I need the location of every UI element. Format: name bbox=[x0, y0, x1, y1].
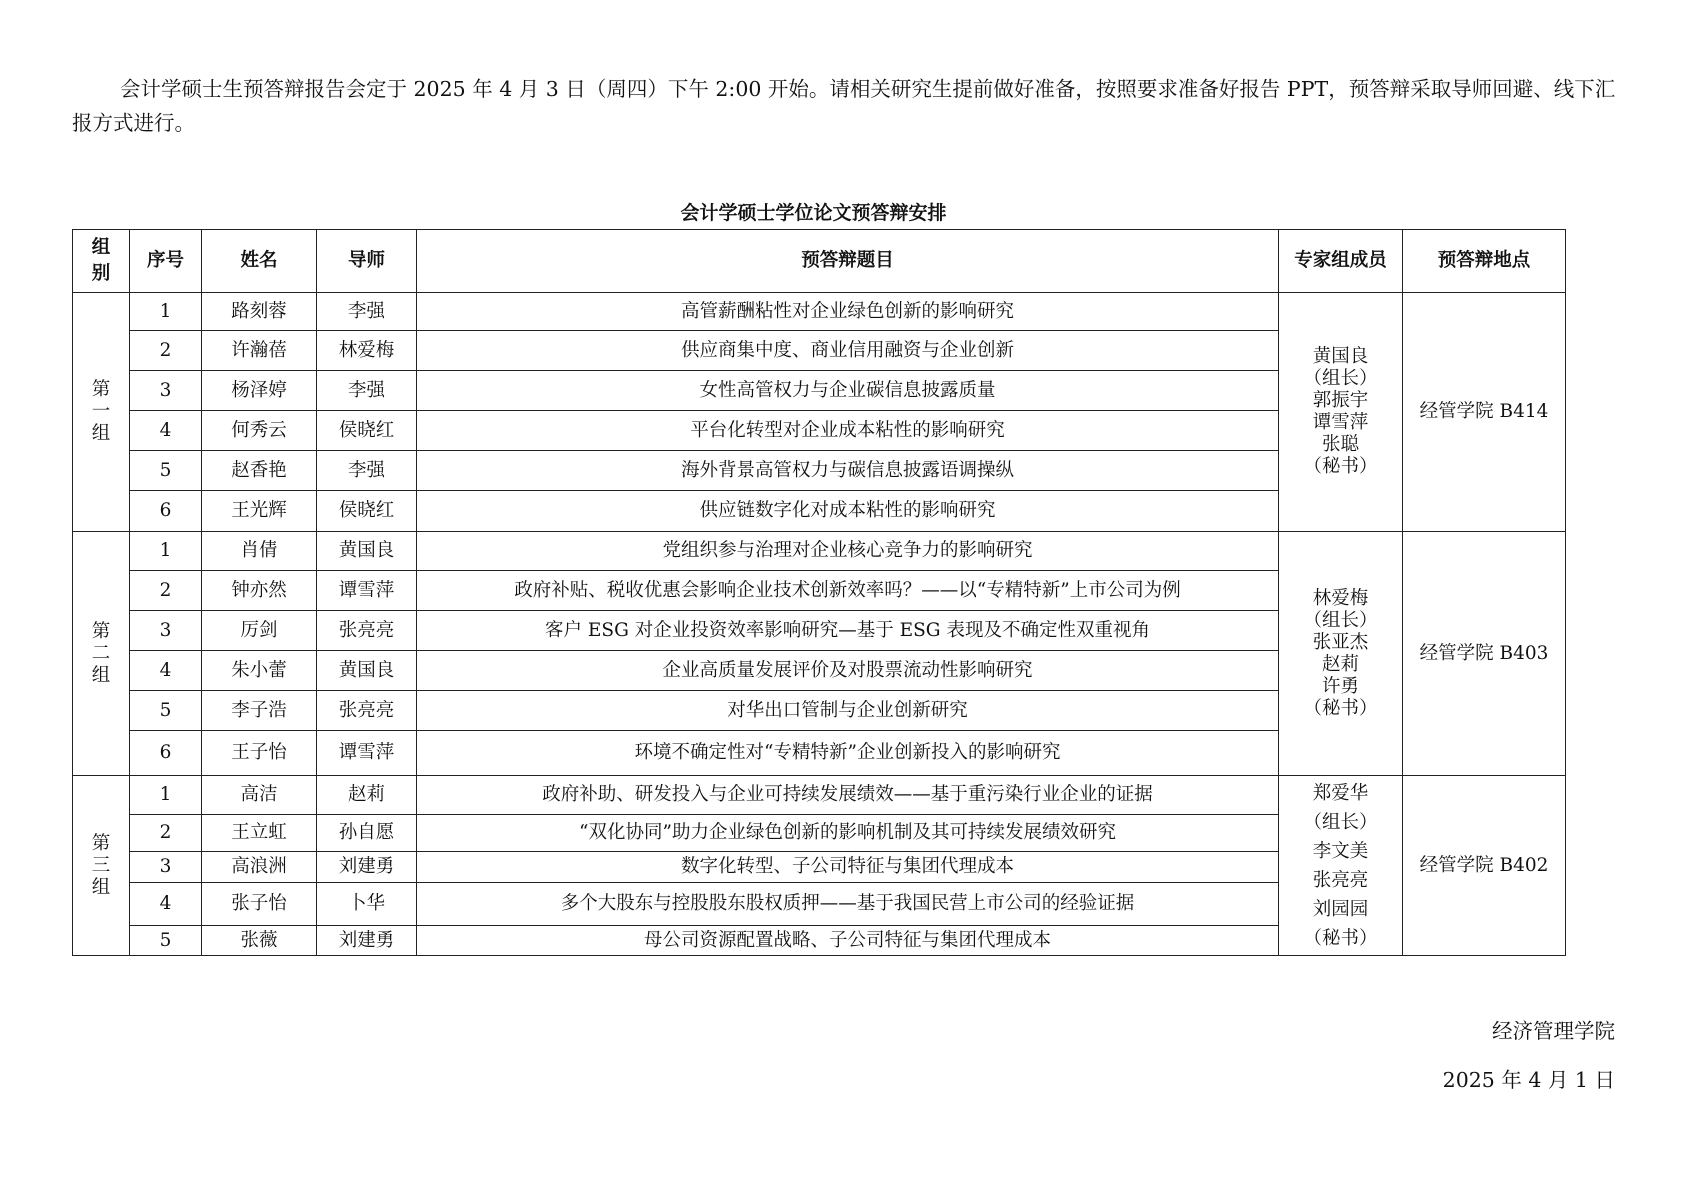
row-number: 1 bbox=[130, 776, 202, 815]
header-group bbox=[73, 230, 130, 293]
student-name: 高洁 bbox=[202, 776, 317, 815]
row-number: 2 bbox=[130, 571, 202, 611]
expert-panel-cell bbox=[1279, 532, 1403, 776]
row-number: 2 bbox=[130, 815, 202, 852]
location-cell: 经管学院 B403 bbox=[1403, 532, 1566, 776]
row-number: 4 bbox=[130, 411, 202, 451]
student-name: 张薇 bbox=[202, 926, 317, 956]
advisor-name: 李强 bbox=[317, 451, 417, 491]
header-location: 预答辩地点 bbox=[1403, 230, 1566, 293]
expert-line: （秘书） bbox=[1303, 456, 1378, 477]
schedule-table bbox=[72, 229, 1566, 956]
student-name: 王立虹 bbox=[202, 815, 317, 852]
row-number: 4 bbox=[130, 883, 202, 926]
row-number: 3 bbox=[130, 611, 202, 651]
thesis-topic: 数字化转型、子公司特征与集团代理成本 bbox=[417, 852, 1279, 883]
location-cell: 经管学院 B414 bbox=[1403, 293, 1566, 532]
expert-line: 张聪 bbox=[1321, 434, 1359, 455]
student-name: 何秀云 bbox=[202, 411, 317, 451]
thesis-topic: 高管薪酬粘性对企业绿色创新的影响研究 bbox=[417, 293, 1279, 331]
header-experts: 专家组成员 bbox=[1279, 230, 1403, 293]
row-number: 5 bbox=[130, 451, 202, 491]
table-row bbox=[73, 532, 1566, 571]
footer-org: 经济管理学院 bbox=[1492, 1019, 1615, 1043]
expert-panel-cell bbox=[1279, 293, 1403, 532]
expert-line: （秘书） bbox=[1303, 697, 1378, 719]
advisor-name: 谭雪萍 bbox=[317, 571, 417, 611]
expert-line: 许勇 bbox=[1321, 675, 1359, 697]
thesis-topic: 党组织参与治理对企业核心竞争力的影响研究 bbox=[417, 532, 1279, 571]
schedule-body bbox=[73, 293, 1566, 956]
student-name: 肖倩 bbox=[202, 532, 317, 571]
thesis-topic: 环境不确定性对“专精特新”企业创新投入的影响研究 bbox=[417, 731, 1279, 776]
expert-line: （组长） bbox=[1303, 811, 1378, 833]
group-label: 第一组 bbox=[91, 379, 111, 444]
advisor-name: 赵莉 bbox=[317, 776, 417, 815]
row-number: 5 bbox=[130, 691, 202, 731]
expert-line: 谭雪萍 bbox=[1312, 412, 1369, 433]
row-number: 2 bbox=[130, 331, 202, 371]
header-topic: 预答辩题目 bbox=[417, 230, 1279, 293]
thesis-topic: 供应链数字化对成本粘性的影响研究 bbox=[417, 491, 1279, 532]
student-name: 赵香艳 bbox=[202, 451, 317, 491]
header-no: 序号 bbox=[130, 230, 202, 293]
expert-line: （秘书） bbox=[1303, 927, 1378, 949]
student-name: 王子怡 bbox=[202, 731, 317, 776]
advisor-name: 李强 bbox=[317, 293, 417, 331]
student-name: 朱小蕾 bbox=[202, 651, 317, 691]
table-row bbox=[73, 293, 1566, 331]
thesis-topic: 对华出口管制与企业创新研究 bbox=[417, 691, 1279, 731]
student-name: 高浪洲 bbox=[202, 852, 317, 883]
group-label-cell bbox=[73, 532, 130, 776]
thesis-topic: 政府补助、研发投入与企业可持续发展绩效——基于重污染行业企业的证据 bbox=[417, 776, 1279, 815]
student-name: 李子浩 bbox=[202, 691, 317, 731]
student-name: 王光辉 bbox=[202, 491, 317, 532]
expert-panel-cell bbox=[1279, 776, 1403, 956]
table-header-row bbox=[73, 230, 1566, 293]
student-name: 路刻蓉 bbox=[202, 293, 317, 331]
advisor-name: 孙自愿 bbox=[317, 815, 417, 852]
advisor-name: 林爱梅 bbox=[317, 331, 417, 371]
row-number: 1 bbox=[130, 293, 202, 331]
advisor-name: 黄国良 bbox=[317, 532, 417, 571]
expert-line: 李文美 bbox=[1312, 840, 1369, 862]
thesis-topic: 母公司资源配置战略、子公司特征与集团代理成本 bbox=[417, 926, 1279, 956]
table-title: 会计学硕士学位论文预答辩安排 bbox=[680, 202, 947, 224]
expert-line: 张亚杰 bbox=[1312, 631, 1369, 653]
group-label-cell bbox=[73, 293, 130, 532]
thesis-topic: 平台化转型对企业成本粘性的影响研究 bbox=[417, 411, 1279, 451]
row-number: 6 bbox=[130, 491, 202, 532]
expert-line: 林爱梅 bbox=[1312, 587, 1369, 609]
row-number: 6 bbox=[130, 731, 202, 776]
thesis-topic: 客户 ESG 对企业投资效率影响研究—基于 ESG 表现及不确定性双重视角 bbox=[417, 611, 1279, 651]
advisor-name: 黄国良 bbox=[317, 651, 417, 691]
advisor-name: 谭雪萍 bbox=[317, 731, 417, 776]
student-name: 厉剑 bbox=[202, 611, 317, 651]
location-cell: 经管学院 B402 bbox=[1403, 776, 1566, 956]
student-name: 张子怡 bbox=[202, 883, 317, 926]
thesis-topic: “双化协同”助力企业绿色创新的影响机制及其可持续发展绩效研究 bbox=[417, 815, 1279, 852]
advisor-name: 侯晓红 bbox=[317, 491, 417, 532]
expert-line: （组长） bbox=[1303, 368, 1378, 389]
thesis-topic: 海外背景高管权力与碳信息披露语调操纵 bbox=[417, 451, 1279, 491]
footer-date: 2025 年 4 月 1 日 bbox=[1442, 1068, 1615, 1092]
group-label-cell bbox=[73, 776, 130, 956]
expert-line: 黄国良 bbox=[1312, 346, 1369, 367]
expert-line: 张亮亮 bbox=[1312, 869, 1369, 891]
header-group-text: 组别 bbox=[91, 237, 111, 284]
thesis-topic: 政府补贴、税收优惠会影响企业技术创新效率吗？——以“专精特新”上市公司为例 bbox=[417, 571, 1279, 611]
row-number: 4 bbox=[130, 651, 202, 691]
advisor-name: 张亮亮 bbox=[317, 611, 417, 651]
student-name: 钟亦然 bbox=[202, 571, 317, 611]
row-number: 3 bbox=[130, 852, 202, 883]
row-number: 5 bbox=[130, 926, 202, 956]
thesis-topic: 女性高管权力与企业碳信息披露质量 bbox=[417, 371, 1279, 411]
expert-line: 郭振宇 bbox=[1312, 390, 1369, 411]
header-advisor: 导师 bbox=[317, 230, 417, 293]
notice-paragraph: 会计学硕士生预答辩报告会定于 2025 年 4 月 3 日（周四）下午 2:00 开始。请相关研究生提前做好准备，按照要求准备好报告 PPT，预答辩采取导师回避、线下汇报方式进行。 bbox=[72, 77, 1616, 135]
thesis-topic: 企业高质量发展评价及对股票流动性影响研究 bbox=[417, 651, 1279, 691]
header-name: 姓名 bbox=[202, 230, 317, 293]
student-name: 杨泽婷 bbox=[202, 371, 317, 411]
advisor-name: 侯晓红 bbox=[317, 411, 417, 451]
advisor-name: 卜华 bbox=[317, 883, 417, 926]
row-number: 1 bbox=[130, 532, 202, 571]
group-label: 第二组 bbox=[91, 620, 111, 686]
expert-line: 赵莉 bbox=[1321, 653, 1359, 675]
advisor-name: 张亮亮 bbox=[317, 691, 417, 731]
thesis-topic: 供应商集中度、商业信用融资与企业创新 bbox=[417, 331, 1279, 371]
group-label: 第三组 bbox=[91, 832, 111, 898]
row-number: 3 bbox=[130, 371, 202, 411]
expert-line: （组长） bbox=[1303, 609, 1378, 631]
advisor-name: 刘建勇 bbox=[317, 852, 417, 883]
advisor-name: 李强 bbox=[317, 371, 417, 411]
student-name: 许瀚蓓 bbox=[202, 331, 317, 371]
expert-line: 刘园园 bbox=[1312, 898, 1369, 920]
expert-line: 郑爱华 bbox=[1312, 782, 1369, 804]
advisor-name: 刘建勇 bbox=[317, 926, 417, 956]
thesis-topic: 多个大股东与控股股东股权质押——基于我国民营上市公司的经验证据 bbox=[417, 883, 1279, 926]
table-row bbox=[73, 776, 1566, 815]
